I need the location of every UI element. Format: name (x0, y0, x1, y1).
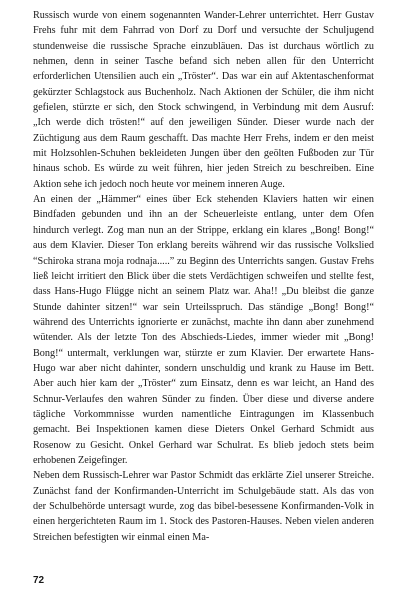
paragraph: Russisch wurde von einem sogenannten Wander-Lehrer unterrichtet. Herr Gustav Frehs fuhr mit dem Fahrrad von Dorf zu Dorf und versuchte der Schuljugend stundenweise die russische Sprache einzubläuen. Das ist durchaus wörtlich zu nehmen, denn in seiner Tasche befand sich neben allen für den Unterricht erforderlichen Utensilien auch ein „Tröster“. Das war ein auf Aktentaschenformat gekürzter Schlagstock aus Buchenholz. Nach Aktionen der Schüler, die ihm nicht gefielen, stürzte er sich, den Stock schwingend, in Verbindung mit dem Ausruf: „Ich werde dich trösten!“ auf den jeweiligen Sünder. Dieser wurde nach der Züchtigung aus dem Raum geschafft. Das machte Herr Frehs, indem er den meist mit Holzsohlen-Schuhen bekleideten Jungen über den geölten Fußboden zur Tür hinaus schob. Es würde zu weit führen, hier jeden Streich zu beschreiben. Eine Aktion sehe ich jedoch noch heute vor meinem inneren Auge. (33, 10, 374, 190)
paragraph: Neben dem Russisch-Lehrer war Pastor Schmidt das erklärte Ziel unserer Streiche. Zunächst fand der Konfirmanden-Unterricht im Schulgebäude statt. Als das von der Schulbehörde untersagt wurde, zog das bibel-besessene Konfirmanden-Volk in einen hergerichteten Raum im 1. Stock des Pastoren-Hauses. Neben vielen anderen Streichen befestigten wir einmal einen Ma- (33, 470, 374, 543)
body-text (33, 8, 374, 545)
paragraph: An einen der „Hämmer“ eines über Eck stehenden Klaviers hatten wir einen Bindfaden gebunden und ihn an der Scheuerleiste entlang, unter dem Ofen hindurch verlegt. Zog man nun an der Strippe, erklang ein klares „Bong! Bong!“ aus dem Klavier. Dieser Ton erklang bereits während wir das russische Volkslied “Schiroka strana moja rodnaja.....” zu Beginn des Unterrichts sangen. Gustav Frehs ließ leicht irritiert den Blick über die stets Verdächtigen schweifen und stellte fest, dass Hans-Hugo Flügge nicht an seinem Platz war. Aha!! „Du bleibst die ganze Stunde dahinter sitzen!“ war sein Urteilsspruch. Das ständige „Bong! Bong!“ während des Unterrichts ignorierte er zunächst, machte ihn dann aber zunehmend wütender. Als der letzte Ton des Abschieds-Liedes, immer wieder mit „Bong! Bong!“ untermalt, verklungen war, stürzte er zum Klavier. Der erwartete Hans-Hugo war aber nicht dahinter, sondern unschuldig und krank zu Hause im Bett. Aber auch hier kam der „Tröster“ zum Einsatz, denn es war leicht, an Hand des Schnur-Verlaufes den wahren Sünder zu finden. Über diese und diverse andere tägliche Vorkommnisse wurden namentliche Eintragungen im Klassenbuch gemacht. Bei Inspektionen kamen diese Dieters Onkel Gerhard Schmidt aus Rosenow zu Gesicht. Onkel Gerhard war Schulrat. Es blieb jedoch stets beim erhobenen Zeigefinger. (33, 194, 374, 466)
page-number: 72 (33, 575, 45, 586)
